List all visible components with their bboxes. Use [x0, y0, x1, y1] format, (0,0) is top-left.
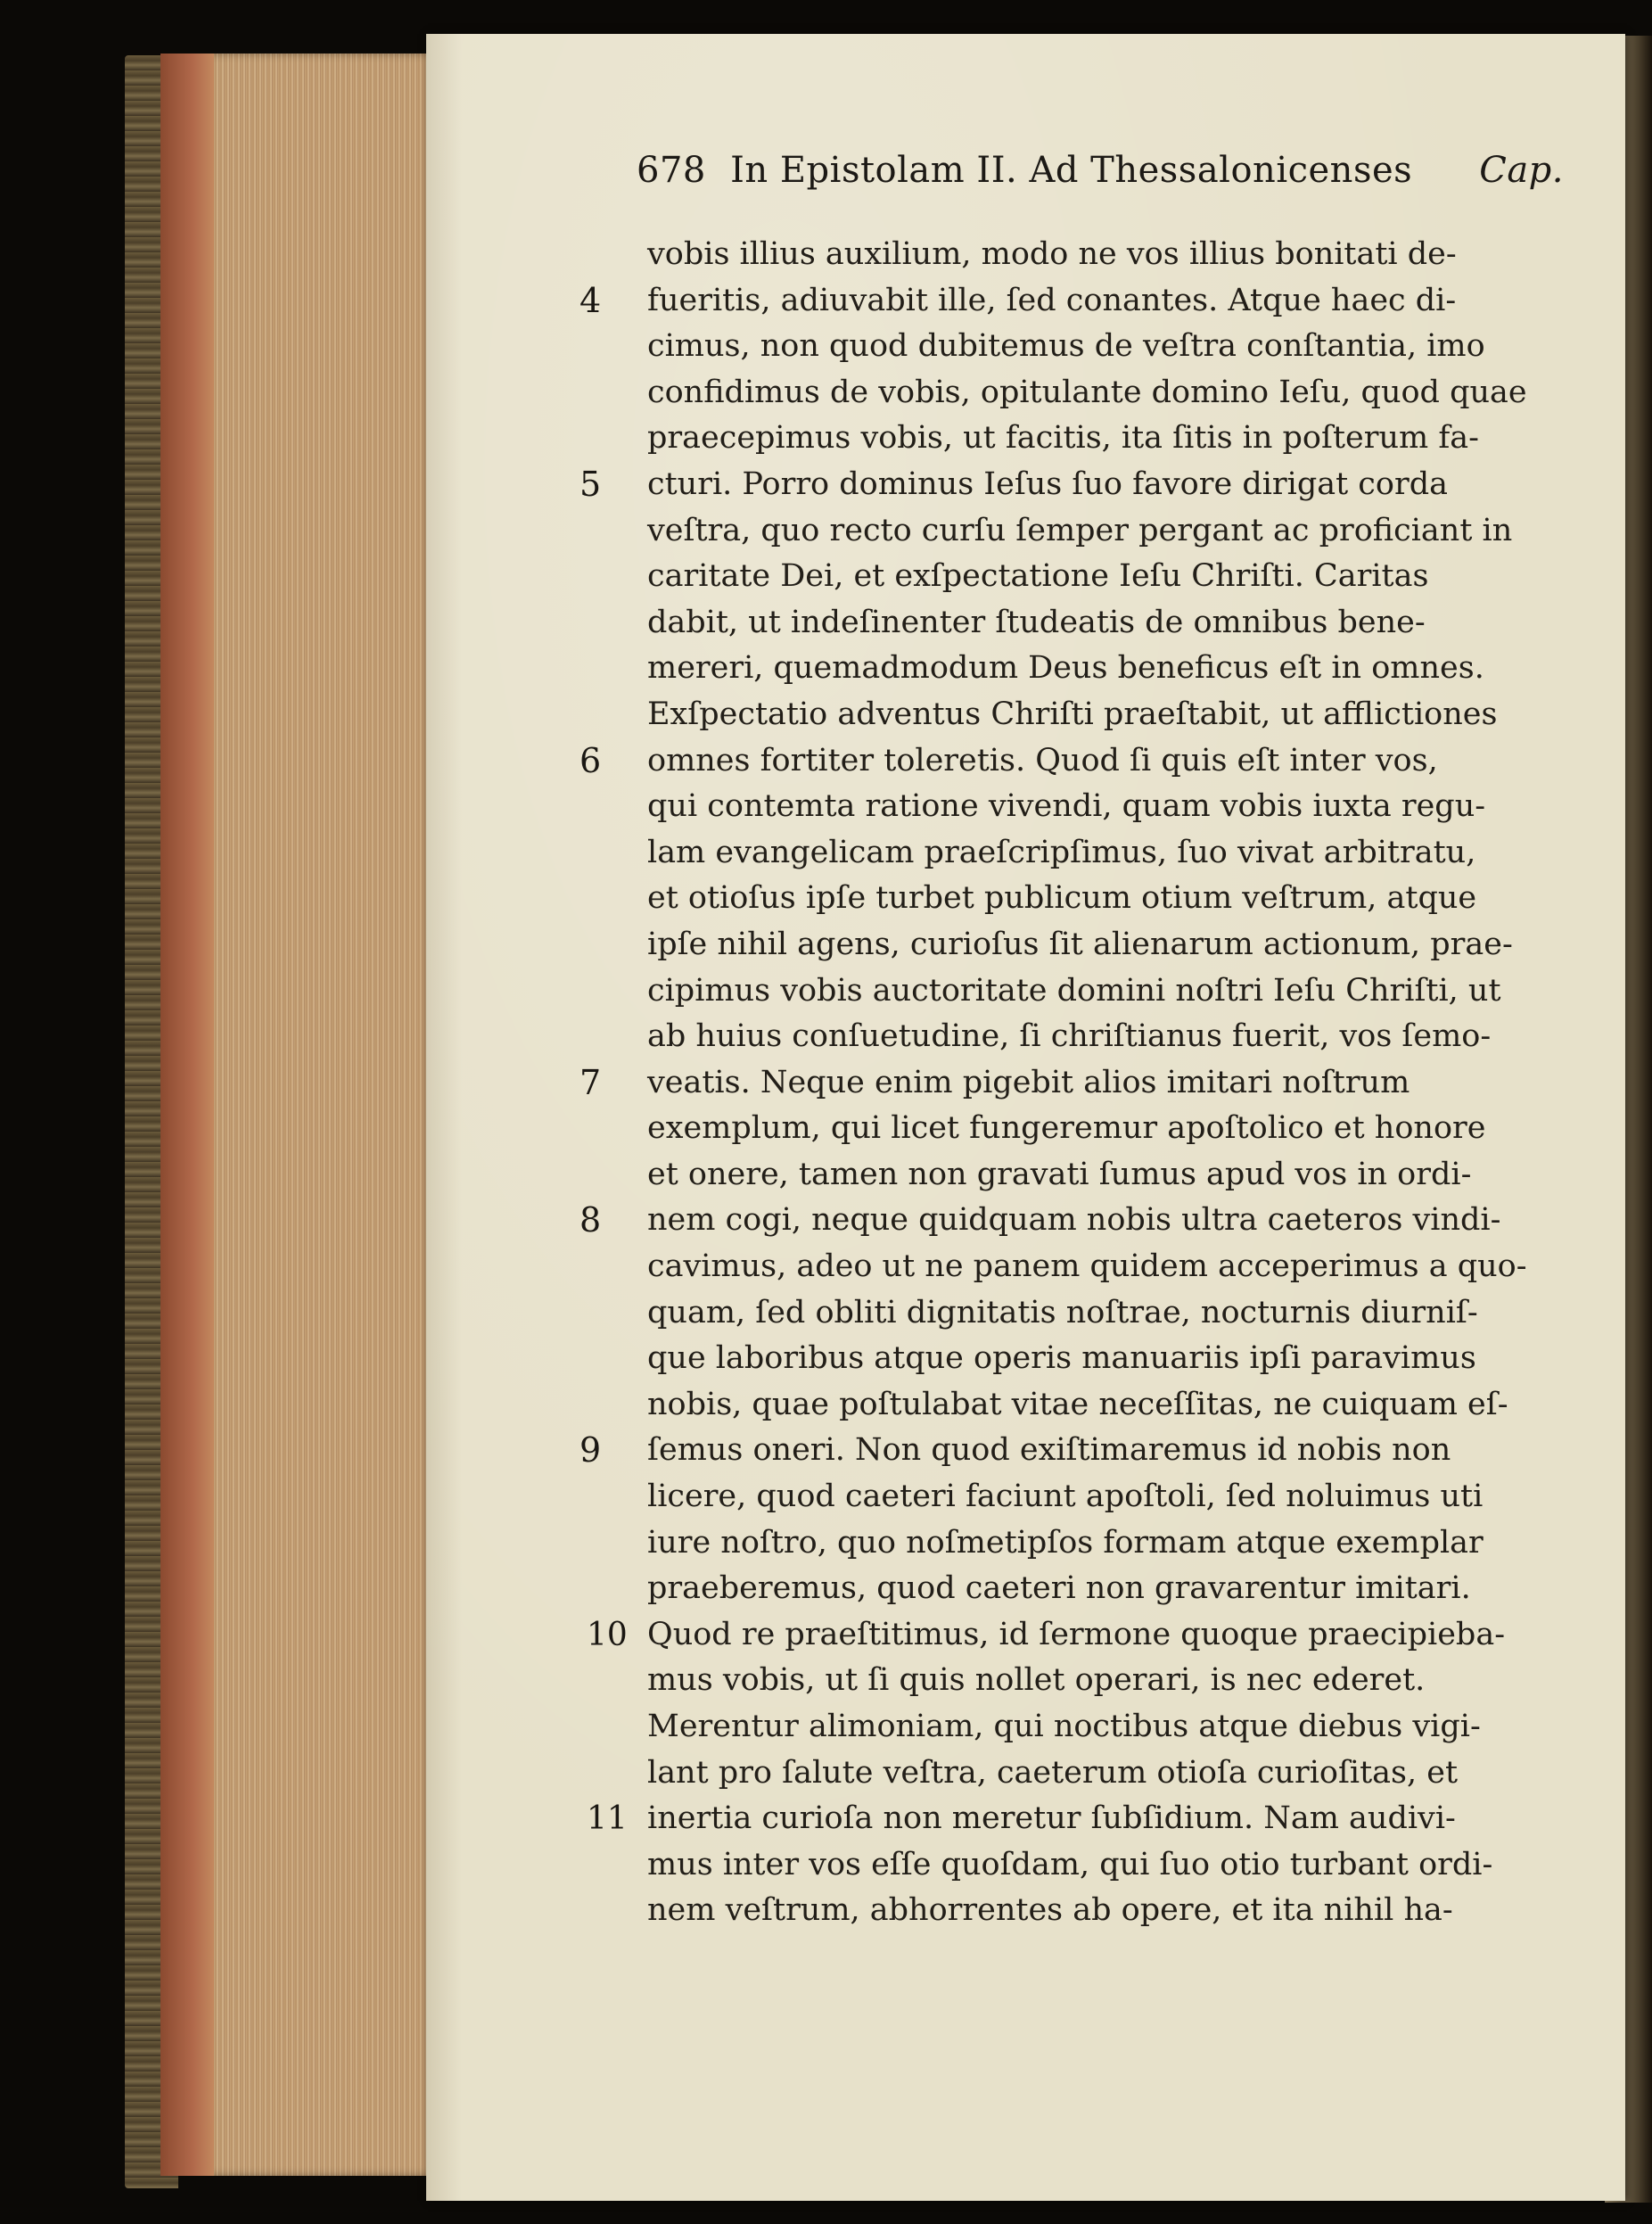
- text-line: [647, 508, 1530, 555]
- line-text: cavimus, adeo ut ne panem quidem acceperimus a quo-: [647, 1248, 1527, 1285]
- line-text: praecepimus vobis, ut facitis, ita ſitis in poſterum fa-: [647, 420, 1479, 457]
- text-line: [647, 1244, 1530, 1290]
- line-text: mus inter vos eſſe quoſdam, qui ſuo otio turbant ordi-: [647, 1846, 1493, 1882]
- line-text: caritate Dei, et exſpectatione Ieſu Chriſti. Caritas: [647, 558, 1429, 595]
- line-text: cturi. Porro dominus Ieſus ſuo favore dirigat corda: [647, 465, 1448, 502]
- line-text: nem cogi, neque quidquam nobis ultra caeteros vindi-: [647, 1202, 1501, 1239]
- line-text: ipſe nihil agens, curioſus ſit alienarum actionum, prae-: [647, 926, 1513, 962]
- text-line: [647, 1014, 1530, 1060]
- verse-number: 5: [579, 464, 602, 504]
- text-line: [647, 1290, 1530, 1337]
- text-line: [647, 692, 1530, 738]
- line-text: que laboribus atque operis manuariis ipſi paravimus: [647, 1340, 1476, 1377]
- running-title: In Epistolam II. Ad Thessalonicenses: [730, 150, 1413, 191]
- line-text: Exſpectatio adventus Chriſti praeſtabit, ut afflictiones: [647, 696, 1498, 732]
- verse-number: 8: [579, 1200, 602, 1240]
- line-text: veſtra, quo recto curſu ſemper pergant ac proficiant in: [647, 512, 1513, 548]
- line-text: iure noſtro, quo noſmetipſos formam atque exemplar: [647, 1524, 1484, 1561]
- line-text: mus vobis, ut ſi quis nollet operari, is nec ederet.: [647, 1662, 1426, 1699]
- verse-number: 6: [579, 740, 602, 780]
- line-text: Merentur alimoniam, qui noctibus atque diebus vigi-: [647, 1709, 1481, 1744]
- text-line: [579, 1060, 1530, 1107]
- text-line: [579, 738, 1530, 785]
- line-text: omnes fortiter toleretis. Quod ſi quis eſt inter vos,: [647, 742, 1438, 778]
- text-line: [647, 1842, 1530, 1889]
- text-line: [579, 1428, 1530, 1474]
- chapter-label: Cap.: [1479, 150, 1564, 191]
- page-stack-red-edge: [160, 54, 214, 2176]
- text-line: [587, 1612, 1530, 1659]
- text-line: [647, 1750, 1530, 1797]
- line-text: cimus, non quod dubitemus de veſtra conſtantia, imo: [647, 328, 1485, 365]
- line-text: lant pro ſalute veſtra, caeterum otioſa curioſitas, et: [647, 1754, 1459, 1791]
- verse-number: 10: [587, 1616, 628, 1653]
- line-text: quam, ſed obliti dignitatis noſtrae, nocturnis diurniſ-: [647, 1294, 1478, 1330]
- text-line: [647, 1520, 1530, 1567]
- line-text: fueritis, adiuvabit ille, ſed conantes. Atque haec di-: [647, 282, 1457, 318]
- line-text: ab huius conſuetudine, ſi chriſtianus fuerit, vos ſemo-: [647, 1018, 1492, 1055]
- line-text: exemplum, qui licet fungeremur apoſtolico et honore: [647, 1110, 1486, 1147]
- body-text: [579, 232, 1530, 1934]
- line-text: nobis, quae poſtulabat vitae neceſſitas, ne cuiquam eſ-: [647, 1386, 1508, 1422]
- text-line: [647, 1336, 1530, 1382]
- text-line: [647, 876, 1530, 922]
- line-text: lam evangelicam praeſcripſimus, ſuo vivat arbitratu,: [647, 834, 1476, 870]
- line-text: qui contemta ratione vivendi, quam vobis iuxta regu-: [647, 788, 1486, 825]
- line-text: dabit, ut indeſinenter ſtudeatis de omnibus bene-: [647, 604, 1426, 640]
- line-text: et otioſus ipſe turbet publicum otium veſtrum, atque: [647, 880, 1477, 917]
- text-line: [647, 600, 1530, 647]
- line-text: vobis illius auxilium, modo ne vos illius bonitati de-: [647, 236, 1457, 272]
- line-text: cipimus vobis auctoritate domini noſtri Ieſu Chriſti, ut: [647, 972, 1501, 1009]
- text-line: [647, 1474, 1530, 1520]
- verse-number: 7: [579, 1062, 602, 1102]
- text-line: [587, 1796, 1530, 1842]
- text-line: [579, 1198, 1530, 1244]
- page-number: 678: [637, 150, 706, 191]
- text-line: [647, 1566, 1530, 1612]
- text-line: [647, 830, 1530, 877]
- line-text: Quod re praeſtitimus, id ſermone quoque praecipieba-: [647, 1616, 1506, 1652]
- text-line: [647, 324, 1530, 370]
- line-text: nem veſtrum, abhorrentes ab opere, et ita nihil ha-: [647, 1892, 1453, 1929]
- line-text: et onere, tamen non gravati ſumus apud vos in ordi-: [647, 1156, 1472, 1192]
- text-line: [647, 784, 1530, 830]
- text-line: [647, 416, 1530, 462]
- text-line: [647, 1704, 1530, 1750]
- text-line: [647, 554, 1530, 600]
- text-line: [647, 1106, 1530, 1152]
- text-line: [647, 1658, 1530, 1704]
- text-line: [647, 646, 1530, 692]
- verse-number: 4: [579, 280, 602, 320]
- text-line: [579, 278, 1530, 325]
- line-text: mereri, quemadmodum Deus beneficus eſt in omnes.: [647, 650, 1484, 687]
- text-line: [647, 1152, 1530, 1198]
- verse-number: 9: [579, 1430, 602, 1470]
- text-line: [647, 1888, 1530, 1934]
- line-text: praeberemus, quod caeteri non gravarentur imitari.: [647, 1570, 1471, 1607]
- text-line: [579, 462, 1530, 508]
- line-text: veatis. Neque enim pigebit alios imitari noſtrum: [647, 1064, 1410, 1100]
- line-text: ſemus oneri. Non quod exiſtimaremus id nobis non: [647, 1432, 1451, 1469]
- verse-number: 11: [587, 1800, 628, 1838]
- line-text: licere, quod caeteri faciunt apoſtoli, ſed noluimus uti: [647, 1479, 1484, 1515]
- text-line: [647, 232, 1530, 278]
- text-line: [647, 370, 1530, 416]
- text-line: [647, 968, 1530, 1015]
- line-text: inertia curioſa non meretur ſubſidium. Nam audivi-: [647, 1800, 1456, 1837]
- running-header: [637, 150, 1564, 212]
- text-line: [647, 922, 1530, 968]
- line-text: confidimus de vobis, opitulante domino Ieſu, quod quae: [647, 374, 1527, 410]
- text-line: [647, 1382, 1530, 1429]
